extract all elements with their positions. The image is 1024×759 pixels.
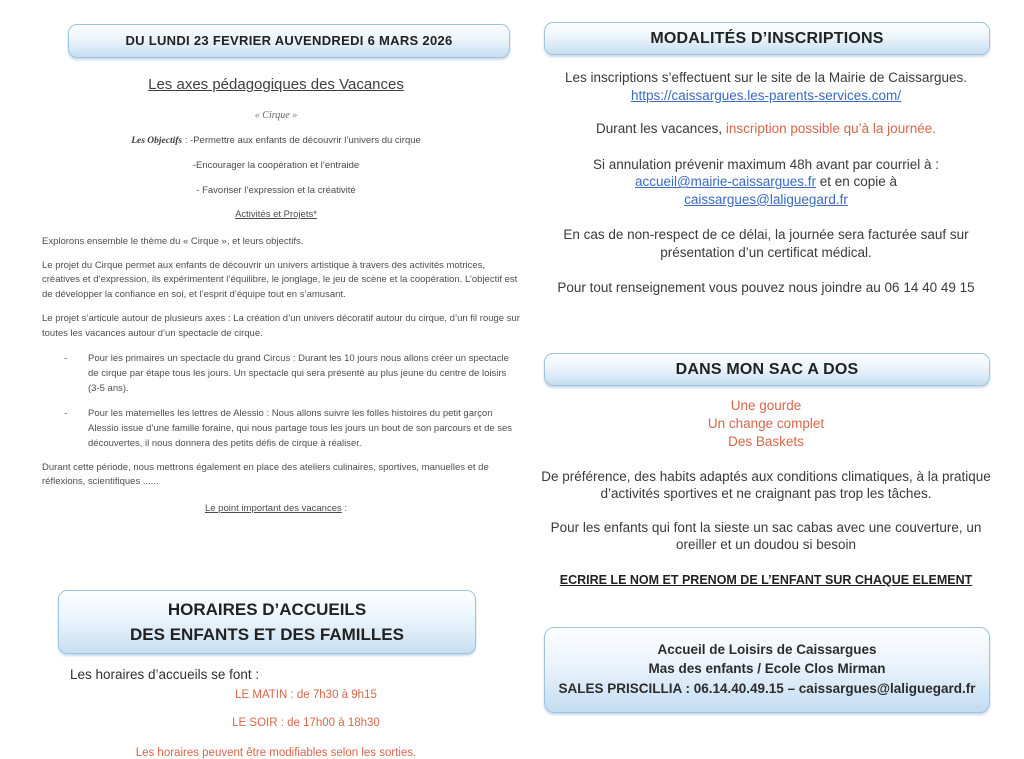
bullet-marker: - xyxy=(64,353,68,365)
point-important-underlined: Le point important des vacances xyxy=(204,503,342,515)
email1-line xyxy=(540,173,992,191)
bullet-maternelles xyxy=(64,407,516,451)
bullet-primaires xyxy=(64,352,516,396)
objectif-3: - Favoriser l’expression et la créativité xyxy=(196,185,356,196)
journee-plain: Durant les vacances, xyxy=(596,121,723,137)
horaires-note: Les horaires peuvent être modifiables selon les sorties. xyxy=(135,747,417,759)
journee-highlight: inscription possible qu’à la journée. xyxy=(725,121,936,137)
contact-phone-email: SALES PRISCILLIA : 06.14.40.49.15 – caissargues@laliguegard.fr xyxy=(558,680,976,696)
parents-services-link[interactable]: https://caissargues.les-parents-services.com/ xyxy=(630,87,902,103)
objectif-2: -Encourager la coopération et l’entraide xyxy=(192,160,360,171)
horaire-matin: LE MATIN : de 7h30 à 9h15 xyxy=(235,689,377,702)
habits-line: De préférence, des habits adaptés aux conditions climatiques, à la pratique d’activités sportives et ne craignant pas trop les tâches. xyxy=(541,468,991,502)
contact-box xyxy=(544,627,990,714)
email2-line xyxy=(540,191,992,209)
right-column xyxy=(540,22,992,713)
horaire-soir: LE SOIR : de 17h00 à 18h30 xyxy=(232,717,380,730)
delai-line: En cas de non-respect de ce délai, la journée sera facturée sauf sur présentation d’un certificat médical. xyxy=(563,227,969,260)
sac-items-list xyxy=(540,397,992,452)
sac-banner xyxy=(544,353,990,386)
mairie-email-link[interactable]: accueil@mairie-caissargues.fr xyxy=(634,174,816,190)
theme-cirque: « Cirque » xyxy=(254,110,298,121)
bullet-primaires-text: Pour les primaires un spectacle du grand Circus : Durant les 10 jours nous allons créer un spectacle de cirque par étape tous les jours. Un spectacle qui sera présenté au plus jeune du centre de loisirs (3-5 ans). xyxy=(88,353,509,394)
objectifs-label: Les Objectifs xyxy=(131,136,183,146)
paragraph-ateliers: Durant cette période, nous mettrons également en place des ateliers culinaires, sportives, manuelles et de réflexions, scientifiques ...... xyxy=(42,461,489,488)
site-link-line xyxy=(540,87,992,105)
modalites-banner xyxy=(544,22,990,55)
renseignement-line: Pour tout renseignement vous pouvez nous joindre au 06 14 40 49 15 xyxy=(557,280,975,296)
annulation-line: Si annulation prévenir maximum 48h avant par courriel à : xyxy=(593,156,939,172)
date-banner-text: DU LUNDI 23 FEVRIER AUVENDREDI 6 MARS 2026 xyxy=(125,33,453,48)
objectifs-line xyxy=(30,135,522,146)
paragraph-axes: Le projet s’articule autour de plusieurs axes : La création d’un univers décoratif autour du cirque, d’un fil rouge sur toutes les vacances autour d’un spectacle de cirque. xyxy=(42,312,520,339)
copie-text: et en copie à xyxy=(819,174,898,190)
inscriptions-line: Les inscriptions s’effectuent sur le site de la Mairie de Caissargues. xyxy=(565,70,967,85)
paragraph-explorons: Explorons ensemble le thème du « Cirque », et leurs objectifs. xyxy=(42,236,304,247)
bullet-maternelles-text: Pour les maternelles les lettres de Alessio : Nous allons suivre les folles histoires du petit garçon Alessio issue d’une famille foraine, qui nous partage tous les jours un bout de son parcours et de ses découvertes, il nous donnera des petits défis de cirque à réaliser. xyxy=(88,408,513,449)
activites-projets-title: Activités et Projets* xyxy=(235,209,317,220)
horaires-intro: Les horaires d’accueils se font : xyxy=(70,667,260,683)
contact-address: Mas des enfants / Ecole Clos Mirman xyxy=(648,661,886,677)
ecrire-nom-warning: ECRIRE LE NOM ET PRENOM DE L’ENFANT SUR CHAQUE ELEMENT xyxy=(559,572,973,587)
liguegard-email-link[interactable]: caissargues@laliguegard.fr xyxy=(684,191,848,207)
contact-name: Accueil de Loisirs de Caissargues xyxy=(657,641,877,657)
sieste-line: Pour les enfants qui font la sieste un sac cabas avec une couverture, un oreiller et un doudou si besoin xyxy=(550,519,982,553)
point-important-colon: : xyxy=(341,503,348,515)
sac-item-baskets: Des Baskets xyxy=(728,434,804,450)
left-column xyxy=(30,24,522,759)
sac-banner-text: DANS MON SAC A DOS xyxy=(675,360,859,378)
sac-item-gourde: Une gourde xyxy=(730,397,802,413)
horaires-banner-line1: HORAIRES D’ACCUEILS xyxy=(167,600,367,620)
date-banner xyxy=(68,24,510,58)
sac-item-change: Un change complet xyxy=(707,416,825,432)
horaires-banner-line2: DES ENFANTS ET DES FAMILLES xyxy=(130,624,404,644)
horaires-banner xyxy=(58,590,476,654)
axes-pedagogiques-title: Les axes pédagogiques des Vacances xyxy=(148,76,404,93)
journee-line xyxy=(540,120,992,138)
point-important-title xyxy=(30,503,522,514)
modalites-banner-text: MODALITÉS D’INSCRIPTIONS xyxy=(650,30,884,47)
bullet-marker: - xyxy=(64,408,68,420)
objectif-1: : -Permettre aux enfants de découvrir l’univers du cirque xyxy=(184,135,421,146)
paragraph-projet-cirque: Le projet du Cirque permet aux enfants de découvrir un univers artistique à travers des activités motrices, créatives et d’expression, ils expérimentent l’équilibre, le jonglage, le jeu de scène et la coopération. L’objectif est de développer la confiance en soi, et l’esprit d’équipe tout en s’amusant. xyxy=(42,259,518,301)
